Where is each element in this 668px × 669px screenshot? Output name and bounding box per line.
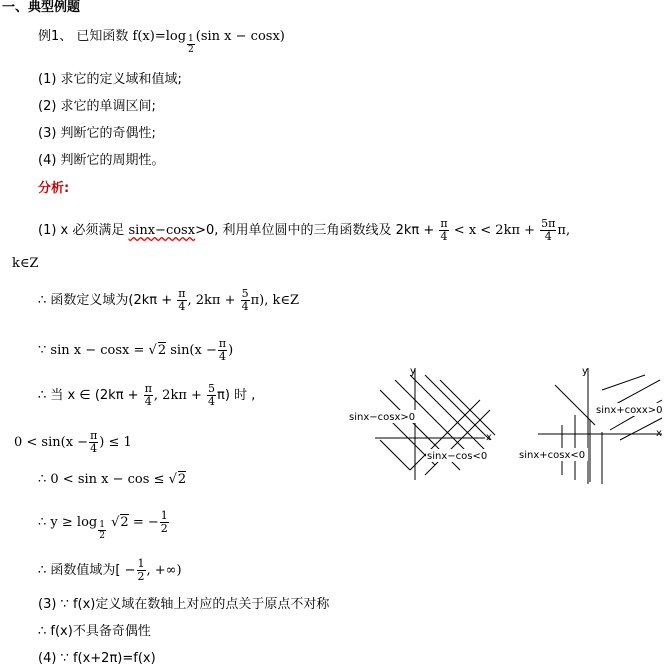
pi-symbol: π — [557, 223, 566, 238]
analysis-label: 分析: — [38, 181, 70, 196]
log-base: $\frac{1}{2}$ — [188, 34, 194, 55]
solution-p4: (4) ∵ f(x+2π)=f(x) — [38, 651, 156, 666]
ineq3-text-b: = − — [132, 515, 159, 530]
p1-text-c: < x < 2kπ + — [453, 223, 536, 238]
left-x-label: x — [486, 432, 492, 443]
func-prefix: f(x)=log — [132, 29, 187, 44]
frac-5-4: $\frac{5}{4}$ — [208, 382, 216, 408]
when-text-a: ∴ 当 x ∈ (2kπ + — [38, 388, 139, 403]
question-2: (2) 求它的单调区间; — [38, 99, 156, 114]
right-label-pos: sinx+coxx>0 — [596, 405, 663, 416]
p1-text-b: >0, 利用单位圆中的三角函数线及 2kπ + — [195, 223, 435, 238]
log-base: $\frac{1}{2}$ — [99, 520, 105, 541]
because-text-a: ∵ sin x − cosx = — [38, 343, 145, 358]
question-4: (4) 判断它的周期性。 — [38, 153, 165, 168]
example-label: 例1、 已知函数 — [38, 29, 129, 44]
k-in-z: k∈Z — [12, 256, 39, 271]
when-line — [38, 383, 255, 408]
ineq-1 — [14, 430, 132, 455]
left-label-neg: sinx−cos<0 — [427, 451, 488, 462]
left-y-label: y — [410, 366, 416, 377]
range-text-b: , +∞) — [146, 563, 182, 578]
right-x-label: x — [656, 428, 662, 439]
p1-text-d: , — [565, 223, 571, 238]
because-text-b: sin(x − — [170, 343, 217, 358]
because-text-c: ) — [228, 343, 234, 358]
solution-p3-conclusion: ∴ f(x)不具备奇偶性 — [38, 624, 151, 639]
frac-5-4: $\frac{5}{4}$ — [241, 287, 249, 313]
solution-p3: (3) ∵ f(x)定义域在数轴上对应的点关于原点不对称 — [38, 597, 330, 612]
unit-circle-figure — [340, 360, 668, 490]
right-y-label: y — [582, 366, 588, 377]
sqrt-2: √2 — [148, 343, 167, 358]
p1-condition: sinx−cosx — [128, 223, 196, 238]
frac-1-2: $\frac{1}{2}$ — [160, 509, 168, 535]
ineq1-text-b: ) ≤ 1 — [99, 435, 132, 450]
example-statement — [38, 29, 285, 55]
ineq2-text: ∴ 0 < sin x − cos ≤ — [38, 472, 165, 487]
domain-text-b: , 2kπ + — [187, 293, 236, 308]
question-3: (3) 判断它的奇偶性; — [38, 126, 156, 141]
domain-line — [38, 288, 299, 313]
sqrt-2: √2 — [111, 515, 129, 530]
when-text-c: π) 时 , — [217, 388, 256, 403]
frac-pi-4: $\frac{\pi}{4}$ — [440, 217, 448, 243]
ineq3-text-a: ∴ y ≥ log — [38, 515, 98, 530]
left-label-pos: sinx−cosx>0 — [349, 412, 416, 423]
when-text-b: , 2kπ + — [153, 388, 202, 403]
question-1: (1) 求它的定义域和值域; — [38, 72, 182, 87]
because-line — [38, 338, 233, 363]
frac-pi-4: $\frac{\pi}{4}$ — [90, 429, 98, 455]
range-line — [38, 558, 182, 583]
func-arg: (sin x − cosx) — [195, 29, 285, 44]
ineq1-text-a: 0 < sin(x − — [14, 435, 89, 450]
frac-pi-4: $\frac{\pi}{4}$ — [144, 382, 152, 408]
domain-text-c: π), k∈Z — [250, 293, 300, 308]
range-text-a: ∴ 函数值域为[ − — [38, 563, 136, 578]
ineq-2 — [38, 472, 186, 488]
frac-pi-4: $\frac{\pi}{4}$ — [218, 337, 227, 363]
frac-5pi-4: $\frac{5\pi}{4}$ — [541, 217, 556, 243]
domain-text-a: ∴ 函数定义域为(2kπ + — [38, 293, 173, 308]
frac-1-2: $\frac{1}{2}$ — [137, 557, 145, 583]
sqrt-2: √2 — [168, 472, 187, 487]
solution-p1 — [38, 218, 570, 243]
right-label-neg: sinx+cosx<0 — [519, 450, 586, 461]
ineq-3 — [38, 510, 170, 541]
section-title: 一、典型例题 — [2, 0, 81, 15]
p1-text-a: (1) x 必须满足 — [38, 223, 125, 238]
frac-pi-4: $\frac{\pi}{4}$ — [178, 287, 186, 313]
